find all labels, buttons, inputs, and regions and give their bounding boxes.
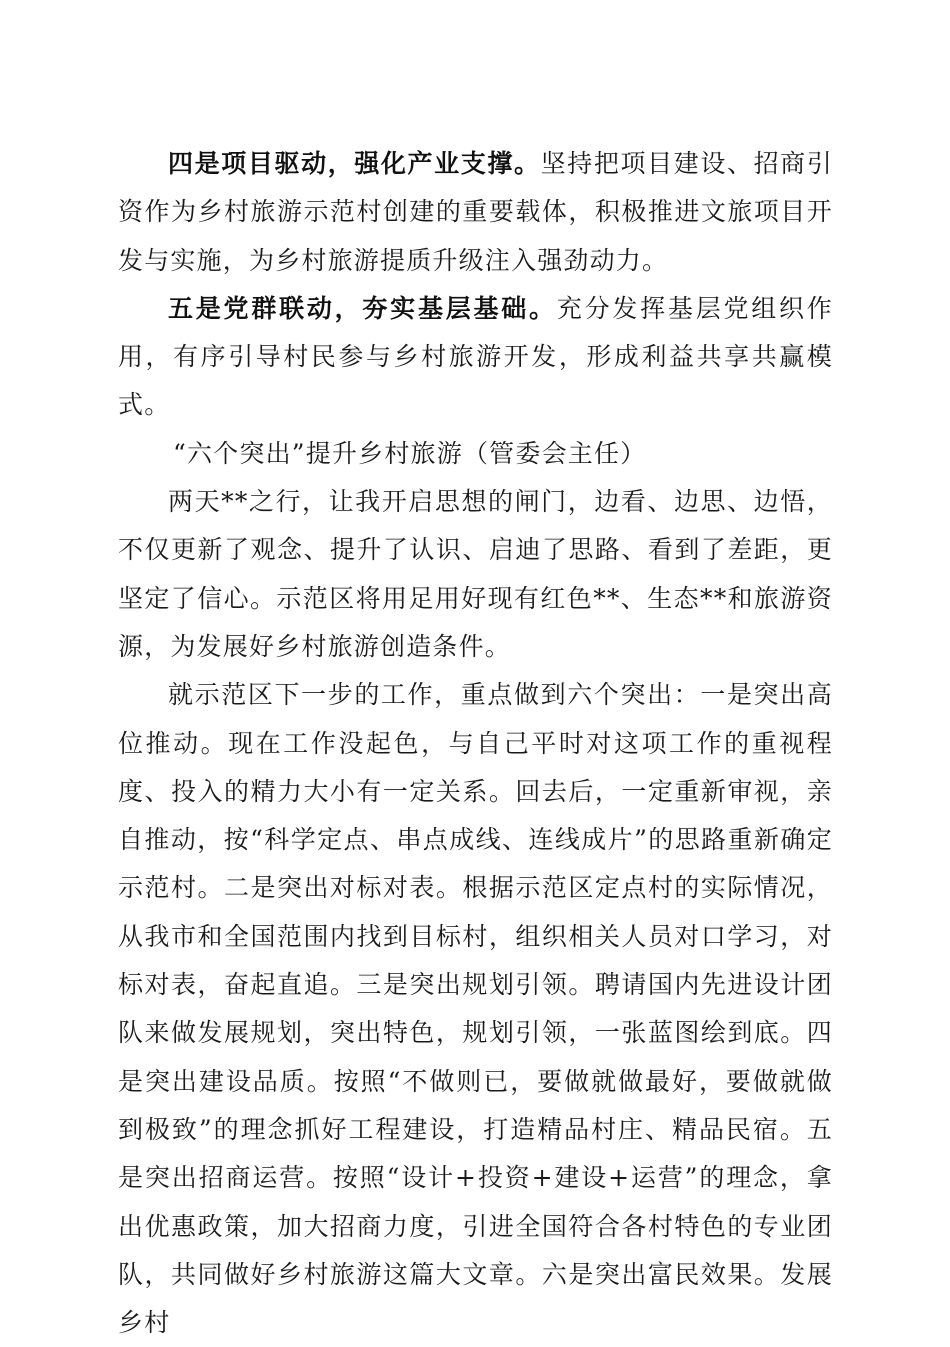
section-title-text: “六个突出”提升乡村旅游（管委会主任） xyxy=(173,438,647,468)
paragraph-visit-reflection xyxy=(118,478,833,671)
paragraph-text: 坚持把项目建设、招商引资作为乡村旅游示范村创建的重要载体，积极推进文旅项目开发与实施，为乡村旅游提质升级注入强劲动力。 xyxy=(118,149,834,275)
paragraph-lead: 四是项目驱动，强化产业支撑。 xyxy=(168,149,541,178)
paragraph-party-mass xyxy=(118,285,833,430)
paragraph-text: 充分发挥基层党组织作用，有序引导村民参与乡村旅游开发，形成利益共享共赢模式。 xyxy=(118,293,833,420)
document-body xyxy=(118,140,833,1347)
paragraph-text: 就示范区下一步的工作，重点做到六个突出：一是突出高位推动。现在工作没起色，与自己平时对这项工作的重视程度、投入的精力大小有一定关系。回去后，一定重新审视，亲自推动，按“科学定点、串点成线、连线成片”的思路重新确定示范村。二是突出对标对表。根据示范区定点村的实际情况，从我市和全国范围内找到目标村，组织相关人员对口学习，对标对表，奋起直追。三是突出规划引领。聘请国内先进设计团队来做发展规划，突出特色，规划引领，一张蓝图绘到底。四是突出建设品质。按照“不做则已，要做就做最好，要做就做到极致”的理念抓好工程建设，打造精品村庄、精品民宿。五是突出招商运营。按照“设计+投资+建设+运营”的理念，拿出优惠政策，加大招商力度，引进全国符合各村特色的专业团队，共同做好乡村旅游这篇大文章。六是突出富民效果。发展乡村 xyxy=(118,680,833,1338)
paragraph-six-priorities xyxy=(118,671,833,1347)
section-title xyxy=(118,430,833,478)
paragraph-text: 两天**之行，让我开启思想的闸门，边看、边思、边悟，不仅更新了观念、提升了认识、启迪了思路、看到了差距，更坚定了信心。示范区将用足用好现有红色**、生态**和旅游资源，为发展好乡村旅游创造条件。 xyxy=(118,487,833,661)
paragraph-lead: 五是党群联动，夯实基层基础。 xyxy=(168,293,557,323)
paragraph-project-driven xyxy=(118,140,833,285)
